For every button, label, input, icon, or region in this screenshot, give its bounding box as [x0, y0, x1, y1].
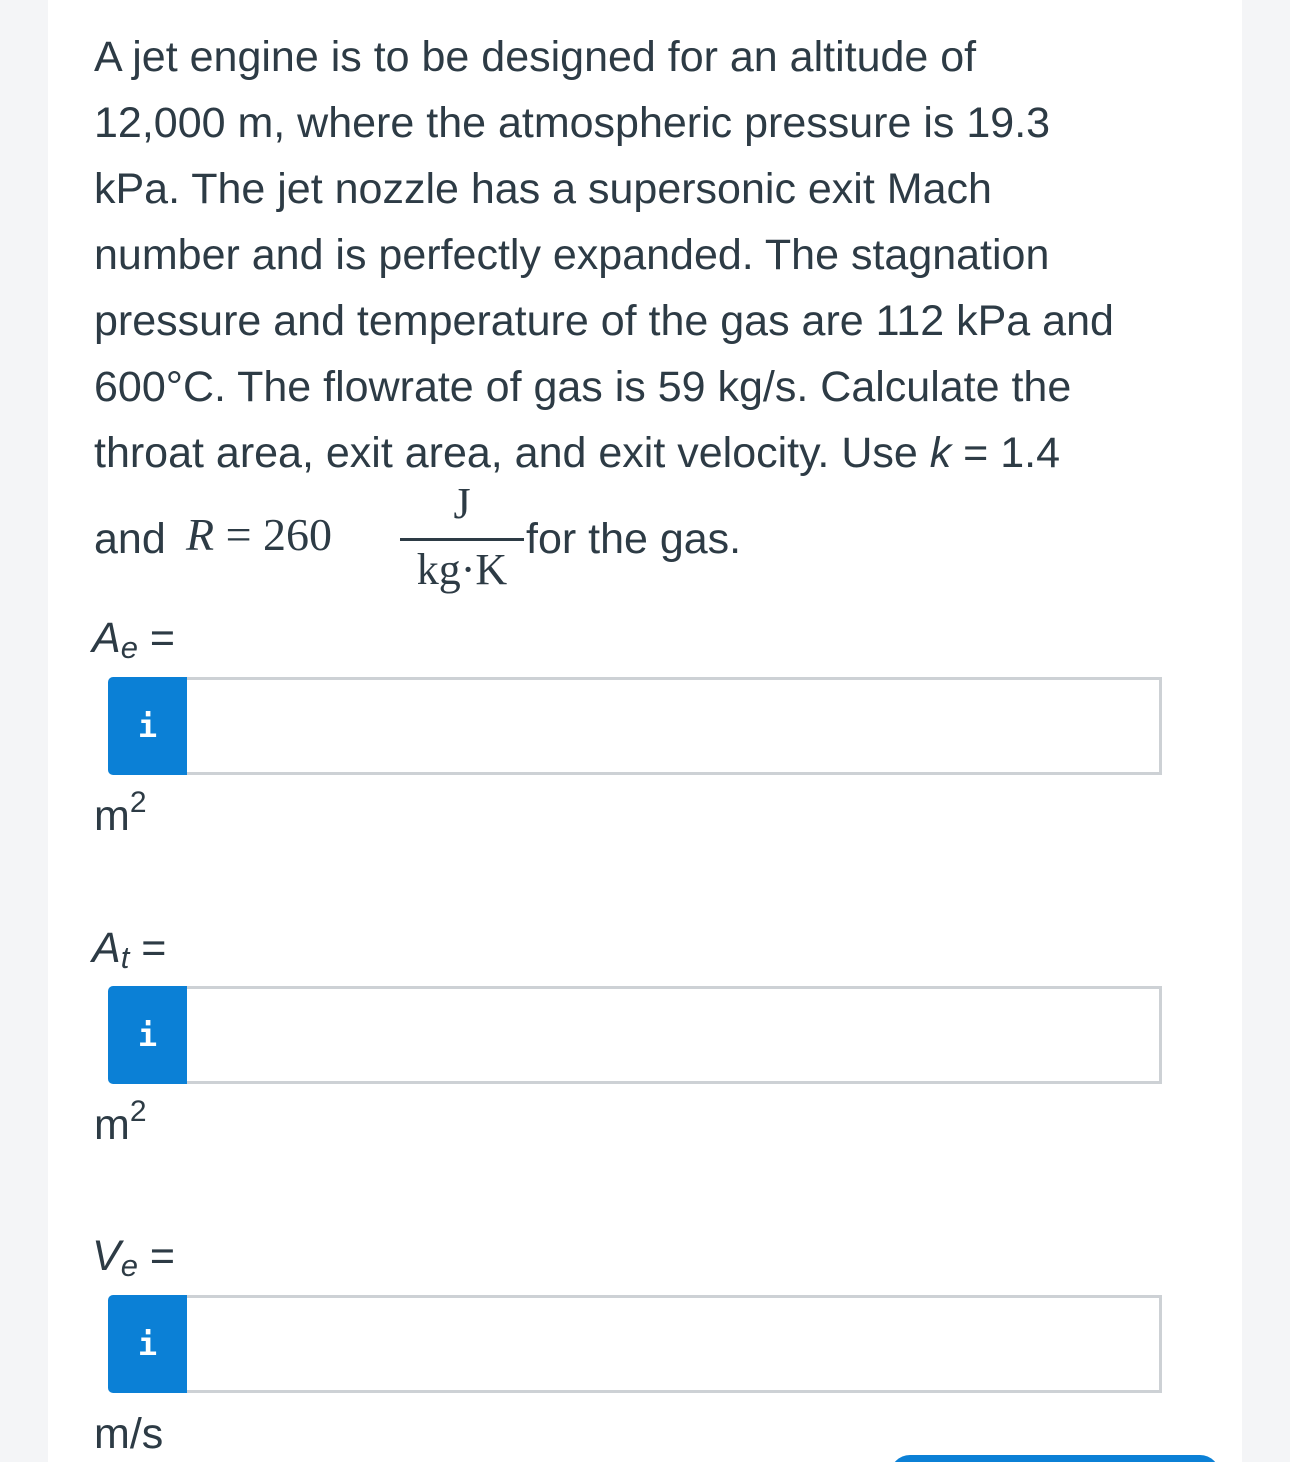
- fraction-bar: [400, 538, 524, 541]
- fraction-numerator: J: [453, 479, 471, 528]
- answer-row-throat-area: [108, 986, 1162, 1084]
- label-throat-area: $A_t$ =: [92, 924, 167, 975]
- unit-exit-velocity: m/s: [94, 1410, 164, 1458]
- label-exit-velocity: $V_e$ =: [92, 1232, 175, 1283]
- formula-tail: for the gas.: [526, 515, 742, 563]
- unit-fraction: [400, 478, 524, 598]
- k-value: = 1.4: [951, 429, 1061, 477]
- problem-line: A jet engine is to be designed for an altitude of: [94, 33, 977, 81]
- label-exit-area: $A_e$ =: [92, 614, 175, 665]
- problem-line: pressure and temperature of the gas are 112 kPa and: [94, 297, 1114, 345]
- submit-button[interactable]: [890, 1455, 1220, 1462]
- problem-line: kPa. The jet nozzle has a supersonic exit Mach: [94, 165, 992, 213]
- r-expression: [186, 508, 332, 561]
- problem-line: number and is perfectly expanded. The stagnation: [94, 231, 1050, 279]
- fraction-denominator: kg·K: [416, 545, 508, 594]
- answer-row-exit-area: [108, 677, 1162, 775]
- unit-throat-area: $m^2$: [94, 1095, 147, 1149]
- exit-velocity-input[interactable]: [187, 1295, 1162, 1393]
- info-icon[interactable]: i: [108, 1295, 187, 1393]
- problem-line: 600°C. The flowrate of gas is 59 kg/s. Calculate the: [94, 363, 1072, 411]
- and-text: and: [94, 515, 166, 563]
- info-icon[interactable]: i: [108, 677, 187, 775]
- unit-exit-area: $m^2$: [94, 786, 147, 840]
- answer-row-exit-velocity: [108, 1295, 1162, 1393]
- gas-constant-formula: [94, 478, 1214, 598]
- info-icon[interactable]: i: [108, 986, 187, 1084]
- r-value: = 260: [214, 509, 333, 560]
- throat-area-input[interactable]: [187, 986, 1162, 1084]
- problem-statement: [94, 24, 1214, 486]
- r-symbol: R: [186, 509, 215, 560]
- problem-text: throat area, exit area, and exit velocity. Use: [94, 429, 930, 477]
- k-symbol: k: [929, 429, 952, 477]
- exit-area-input[interactable]: [187, 677, 1162, 775]
- problem-line: 12,000 m, where the atmospheric pressure is 19.3: [94, 99, 1051, 147]
- problem-line-last: [94, 420, 1214, 486]
- question-card: [48, 0, 1242, 1462]
